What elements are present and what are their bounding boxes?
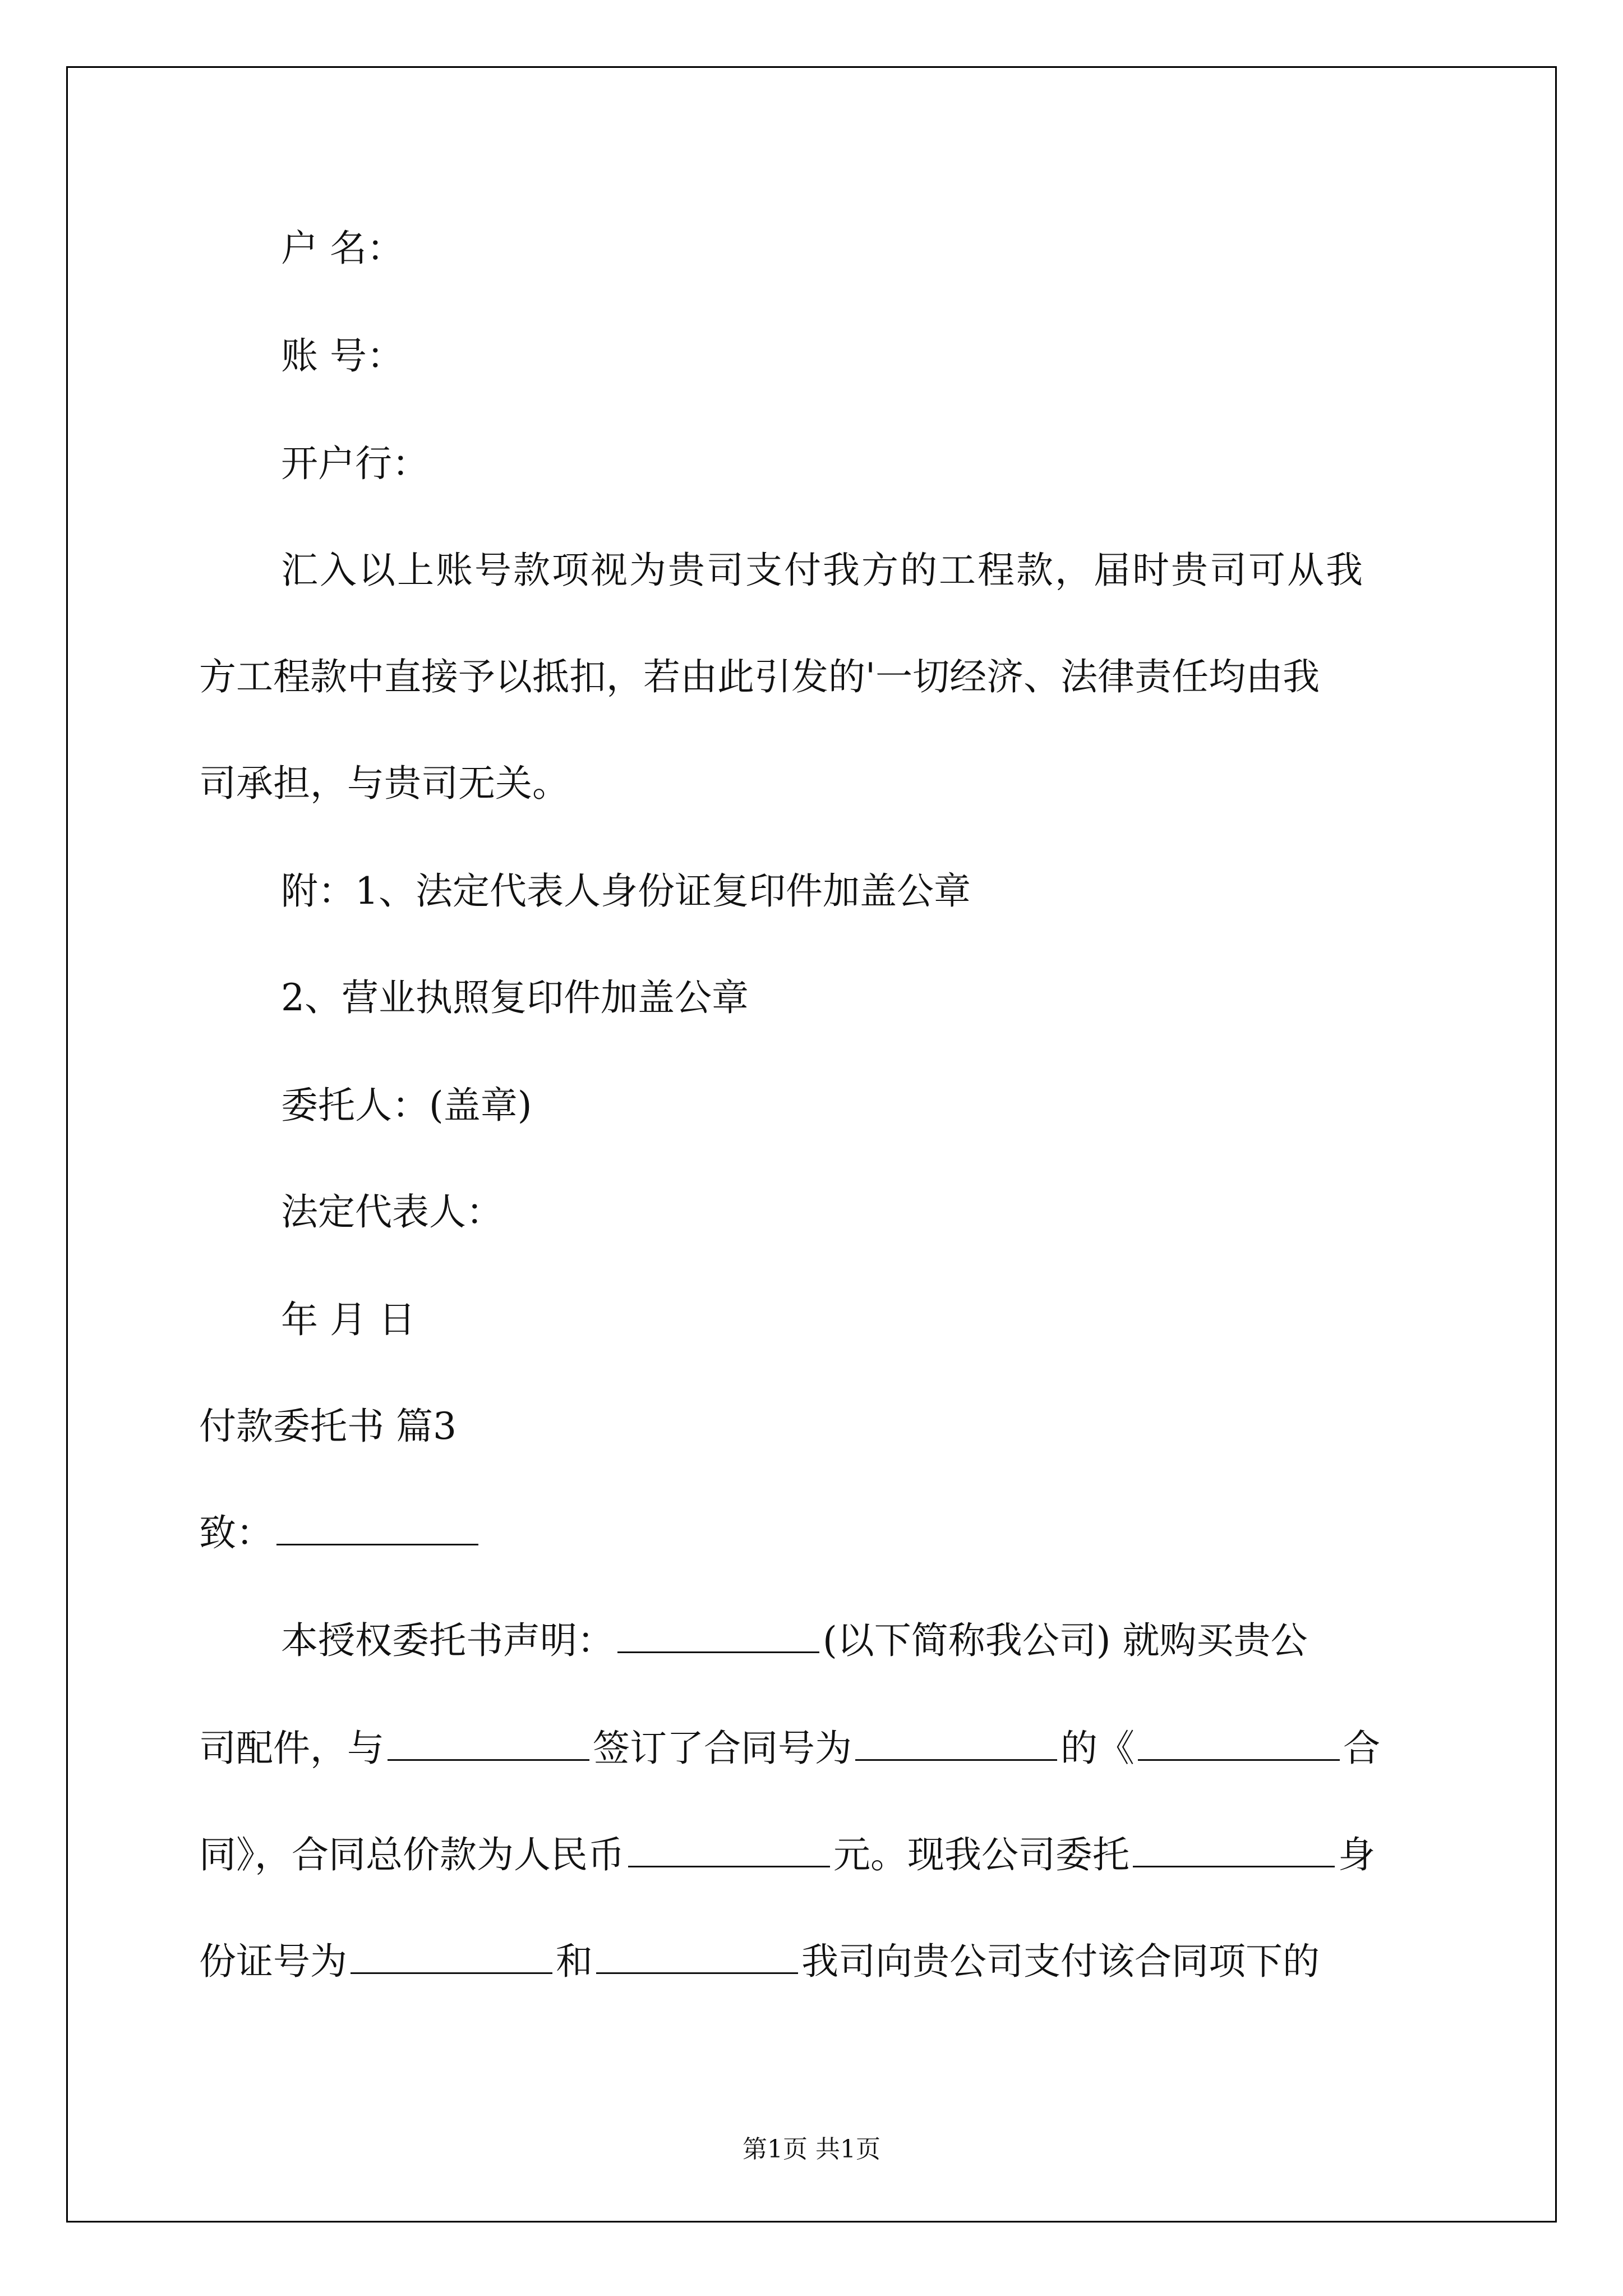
- p2-l2-text-d: 合: [1343, 1727, 1380, 1770]
- account-number-line: 账 号：: [281, 334, 404, 378]
- p2-l3-text-b: 元。现我公司委托: [833, 1833, 1129, 1876]
- p2-l3-text-a: 同》，合同总价款为人民币: [199, 1833, 625, 1876]
- p2-l2-text-a: 司配件，与: [199, 1727, 384, 1770]
- paragraph-2-line-2: [199, 1727, 1380, 1770]
- attachment-2: 2、营业执照复印件加盖公章: [281, 976, 749, 1019]
- p2-l1-text-b: (以下简称我公司) 就购买贵公: [823, 1619, 1308, 1662]
- paragraph-2-line-1: [199, 1619, 1308, 1662]
- paragraph-1-line-1: 汇入以上账号款项视为贵司支付我方的工程款，届时贵司可从我: [281, 549, 1364, 592]
- id-number-blank-2: [596, 1944, 798, 1974]
- paragraph-2-line-3: [199, 1833, 1375, 1876]
- p2-l2-text-b: 签订了合同号为: [593, 1727, 852, 1770]
- p2-l4-text-a: 份证号为: [199, 1940, 347, 1983]
- page-footer: 第1页 共1页: [743, 2135, 880, 2164]
- principal-seal-line: 委托人：(盖章): [281, 1084, 532, 1127]
- company-blank: [617, 1623, 819, 1653]
- p2-l2-text-c: 的《: [1061, 1727, 1135, 1770]
- id-number-blank-1: [351, 1944, 552, 1974]
- page-border: [66, 66, 1557, 2223]
- bank-line: 开户行：: [281, 442, 429, 485]
- contract-number-blank: [855, 1731, 1057, 1761]
- contract-name-blank: [1138, 1731, 1340, 1761]
- paragraph-1-line-2: 方工程款中直接予以抵扣，若由此引发的'一切经济、法律责任均由我: [199, 655, 1320, 698]
- legal-representative-line: 法定代表人：: [281, 1190, 503, 1234]
- counterparty-blank: [388, 1731, 589, 1761]
- agent-blank: [1133, 1838, 1335, 1867]
- account-name-line: 户 名：: [281, 227, 404, 270]
- section-title: 付款委托书 篇3: [199, 1405, 457, 1448]
- amount-blank: [628, 1838, 830, 1867]
- paragraph-2-line-4: [199, 1940, 1320, 1983]
- attachment-1: 附：1、法定代表人身份证复印件加盖公章: [281, 869, 971, 913]
- recipient-blank: [276, 1516, 478, 1545]
- p2-l1-text-a: 本授权委托书声明：: [281, 1619, 614, 1662]
- p2-l4-text-c: 我司向贵公司支付该合同项下的: [801, 1940, 1320, 1983]
- to-label: 致：: [199, 1511, 273, 1554]
- to-line: [199, 1511, 482, 1554]
- paragraph-1-line-3: 司承担，与贵司无关。: [199, 762, 569, 805]
- p2-l3-text-c: 身: [1338, 1833, 1375, 1876]
- p2-l4-text-b: 和: [556, 1940, 593, 1983]
- date-line: 年 月 日: [281, 1298, 416, 1341]
